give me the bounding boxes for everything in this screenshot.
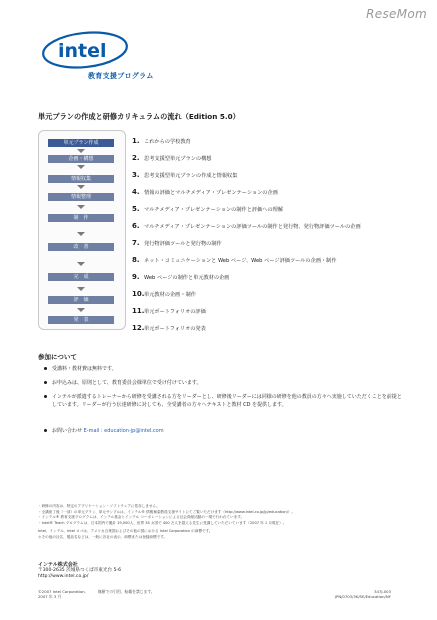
list-item: [132, 290, 196, 298]
list-item: [44, 379, 404, 387]
logo-subtitle: 教育支援プログラム: [88, 72, 154, 80]
item-number: 11.: [132, 307, 145, 315]
item-number: 5.: [132, 205, 140, 213]
bullet-icon: [44, 395, 47, 398]
list-item: [132, 171, 237, 179]
list-item: [132, 239, 222, 247]
participation-heading: 参加について: [38, 353, 77, 361]
list-item: [132, 256, 337, 264]
flow-step: 評 価: [48, 296, 114, 304]
list-item: [132, 188, 278, 196]
item-text: 単元ポートフォリオの評価: [144, 309, 206, 315]
document-code-detail: JPN/0703/3K/SE/Education/NY: [334, 594, 391, 599]
item-text: 単元教材の企画・制作: [144, 292, 196, 298]
document-code: 347J-003: [374, 589, 391, 594]
arrow-down-icon: [77, 205, 85, 209]
arrow-down-icon: [77, 287, 85, 291]
item-number: 8.: [132, 256, 140, 264]
list-item: [132, 154, 211, 162]
arrow-down-icon: [77, 308, 85, 312]
footnote: ・インテル® 教育支援プログラムは、インテル基金とインテル コーポレーションによる社会貢献活動の一環で行われています。: [38, 515, 245, 520]
flow-step: 企画・構想: [48, 155, 114, 163]
list-item: [132, 205, 283, 213]
list-item: [132, 307, 206, 315]
copy-notice: 無断での引用、転載を禁じます。: [98, 589, 155, 594]
item-text: Web ページの制作と単元教材の企画: [144, 275, 230, 281]
item-text: 情報の評価とマルチメディア・プレゼンテーションの企画: [144, 190, 278, 196]
footnote: ・全講座了後（一部）の単元プラン、単元サンプルは、インテル® 情報検索教員支援サイトにてご覧いただけます（http://www.intel.co.jp/jp/education/）。: [38, 509, 296, 514]
arrow-down-icon: [77, 185, 85, 189]
item-text: ネット・コミュニケーションと Web ページ、Web ページ評価ツールの企画・制作: [144, 258, 337, 264]
item-number: 2.: [132, 154, 140, 162]
item-text: 思考支援型単元プランの構想: [144, 156, 212, 162]
item-text: 思考支援型単元プランの作成と情報収集: [144, 173, 238, 179]
contact-line: [52, 427, 404, 435]
publish-date: 2007 年 3 月: [38, 594, 62, 599]
flow-step: 単元プラン作成: [48, 139, 114, 147]
arrow-down-icon: [77, 165, 85, 169]
company-name: インテル株式会社: [38, 562, 78, 568]
contact-email-link[interactable]: E-mail : education-jp@intel.com: [83, 428, 164, 434]
item-number: 10.: [132, 290, 145, 298]
logo-wordmark: intel: [58, 40, 107, 62]
bullet-icon: [44, 429, 47, 432]
item-number: 9.: [132, 273, 140, 281]
footer-left: [38, 589, 86, 599]
flow-step: 制 作: [48, 214, 114, 222]
company-info: [38, 562, 121, 580]
flow-step: 発 表: [48, 316, 114, 324]
item-text: マルチメディア・プレゼンテーションの評価ツールの制作と発行物、発行物評価ツールの企画: [144, 224, 361, 230]
arrow-down-icon: [77, 232, 85, 236]
item-text: 発行物評価ツールと発行物の制作: [144, 241, 222, 247]
footnote: Intel、インテル、Intel ロゴは、アメリカ合衆国およびその他の国における Intel Corporation の商標です。: [38, 529, 213, 534]
bullet-icon: [44, 381, 47, 384]
item-text: マルチメディア・プレゼンテーションの制作と評価への理解: [144, 207, 284, 213]
arrow-down-icon: [77, 262, 85, 266]
list-item: [132, 273, 229, 281]
list-item: [44, 427, 404, 435]
page-title: 単元プランの作成と研修カリキュラムの流れ（Edition 5.0）: [38, 112, 240, 121]
flow-step: 情報収集: [48, 175, 114, 183]
footnote: ＊その他の社名、製品名などは、一般に各社の表示、商標または登録商標です。: [38, 534, 168, 539]
item-number: 7.: [132, 239, 140, 247]
bullet-text: お申込みは、原則として、教育委員会様単位で受け付けています。: [52, 380, 202, 386]
bullet-text: 受講料・教材費は無料です。: [52, 366, 117, 372]
list-item: [44, 365, 404, 373]
footer-right: [335, 589, 391, 599]
watermark: ReseMom: [366, 7, 427, 21]
item-number: 3.: [132, 171, 140, 179]
contact-label: お問い合わせ: [52, 428, 83, 434]
item-number: 1.: [132, 137, 140, 145]
bullet-icon: [44, 367, 47, 370]
company-address: 〒300-2635 茨城県つくば市東光台 5-6: [38, 568, 122, 573]
list-item: [132, 324, 206, 332]
copyright: ©2007 Intel Corporation.: [38, 589, 86, 594]
footnote: ・研修の内容は、特定のアプリケーション・ソフトウェアに依存しません。: [38, 504, 160, 508]
item-text: これからの学校教育: [144, 139, 191, 145]
list-item: [44, 393, 404, 409]
item-number: 4.: [132, 188, 140, 196]
item-text: 単元ポートフォリオの発表: [144, 326, 206, 332]
item-number: 6.: [132, 222, 140, 230]
flow-step: 情報整理: [48, 193, 114, 201]
intel-logo: [40, 30, 130, 70]
flow-step: 改 善: [48, 243, 114, 251]
footnotes: [38, 504, 338, 541]
item-number: 12.: [132, 324, 145, 332]
company-url[interactable]: http://www.intel.co.jp/: [38, 574, 89, 579]
footnote: ・Intel® Teach プログラムは、日本国内で累計 19,000人、世界 35 カ国で 400 万人を超える先生に受講していただいています（2007 年 1 月現在）。: [38, 520, 287, 525]
bullet-text: インテルが派遣するトレーナーから研修を受講される方をリーダーとし、研修後リーダーには同様の研修を他の教員の方々へ実施していただくことを前提としています。リーダーが行う伝達研修に対しても、全受講者の方々へテキストと教材 CD を提供します。: [52, 394, 402, 408]
flow-step: 完 成: [48, 273, 114, 281]
list-item: [132, 137, 191, 145]
arrow-down-icon: [77, 149, 85, 153]
list-item: [132, 222, 361, 230]
